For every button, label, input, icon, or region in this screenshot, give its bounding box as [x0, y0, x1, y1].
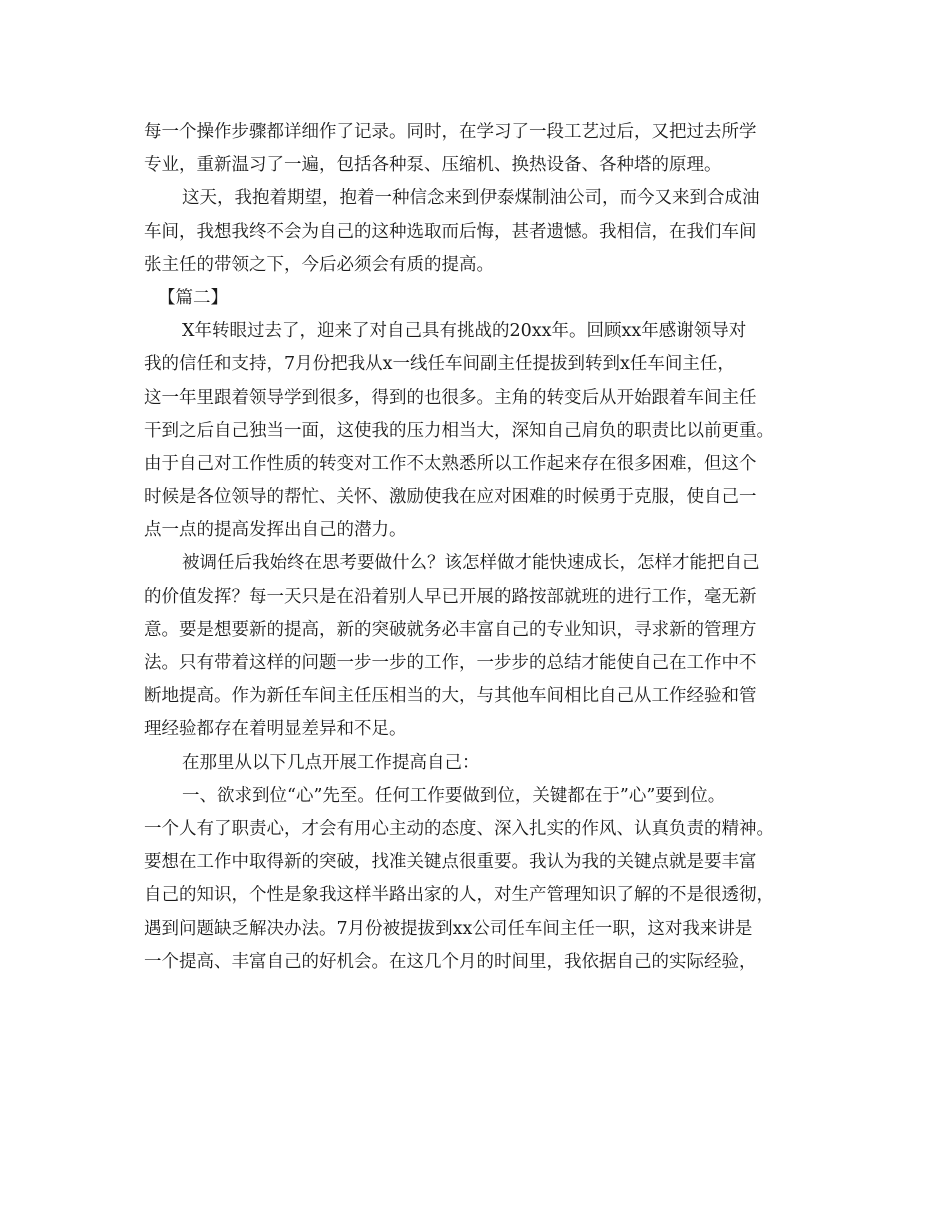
text-line: 要想在工作中取得新的突破，找准关键点很重要。我认为我的关键点就是要丰富 [144, 852, 757, 873]
text-line: 法。只有带着这样的问题一步一步的工作，一步步的总结才能使自己在工作中不 [144, 653, 757, 673]
text-line: 一个人有了职责心，才会有用心主动的态度、深入扎实的作风、认真负责的精神。 [144, 818, 774, 839]
text-line: 一、欲求到位“心”先至。任何工作要做到位，关键都在于”心”要到位。 [182, 785, 726, 806]
text-line: 一个提高、丰富自己的好机会。在这几个月的时间里，我依据自己的实际经验， [144, 951, 757, 972]
text-line: 意。要是想要新的提高，新的突破就务必丰富自己的专业知识，寻求新的管理方 [144, 619, 757, 640]
text-line: 这一年里跟着领导学到很多，得到的也很多。主角的转变后从开始跟着车间主任 [144, 387, 757, 408]
text-line: 干到之后自己独当一面，这使我的压力相当大，深知自己肩负的职责比以前更重。 [144, 420, 774, 441]
text-line: 被调任后我始终在思考要做什么？该怎样做才能快速成长，怎样才能把自己 [182, 553, 760, 574]
text-line: 车间，我想我终不会为自己的这种选取而后悔，甚者遗憾。我相信，在我们车间 [144, 221, 757, 242]
text-line: 点一点的提高发挥出自己的潜力。 [144, 520, 407, 541]
text-line: 我的信任和支持，7月份把我从x一线任车间副主任提拔到转到x任车间主任， [144, 354, 735, 375]
text-line: 自己的知识，个性是象我这样半路出家的人，对生产管理知识了解的不是很透彻， [144, 885, 774, 906]
text-line: 的价值发挥？每一天只是在沿着别人早已开展的路按部就班的进行工作，毫无新 [144, 586, 757, 607]
text-line: X年转眼过去了，迎来了对自己具有挑战的20xx年。回顾xx年感谢领导对 [182, 321, 747, 342]
text-line: 张主任的带领之下，今后必须会有质的提高。 [144, 254, 494, 275]
text-line: 理经验都存在着明显差异和不足。 [144, 719, 407, 740]
text-line: 时候是各位领导的帮忙、关怀、激励使我在应对困难的时候勇于克服，使自己一 [144, 487, 757, 508]
document-body [144, 116, 824, 979]
text-line: 由于自己对工作性质的转变对工作不太熟悉所以工作起来存在很多困难，但这个 [144, 453, 757, 474]
section-heading: 【篇二】 [158, 287, 228, 308]
text-line: 遇到问题缺乏解决办法。7月份被提拔到xx公司任车间主任一职，这对我来讲是 [144, 918, 753, 939]
text-line: 这天，我抱着期望，抱着一种信念来到伊泰煤制油公司，而今又来到合成油 [182, 188, 760, 209]
text-line: 每一个操作步骤都详细作了记录。同时，在学习了一段工艺过后，又把过去所学 [144, 122, 757, 142]
text-line: 专业，重新温习了一遍，包括各种泵、压缩机、换热设备、各种塔的原理。 [144, 155, 722, 176]
text-line: 断地提高。作为新任车间主任压相当的大，与其他车间相比自己从工作经验和管 [144, 686, 757, 707]
text-line: 在那里从以下几点开展工作提高自己： [182, 752, 480, 773]
